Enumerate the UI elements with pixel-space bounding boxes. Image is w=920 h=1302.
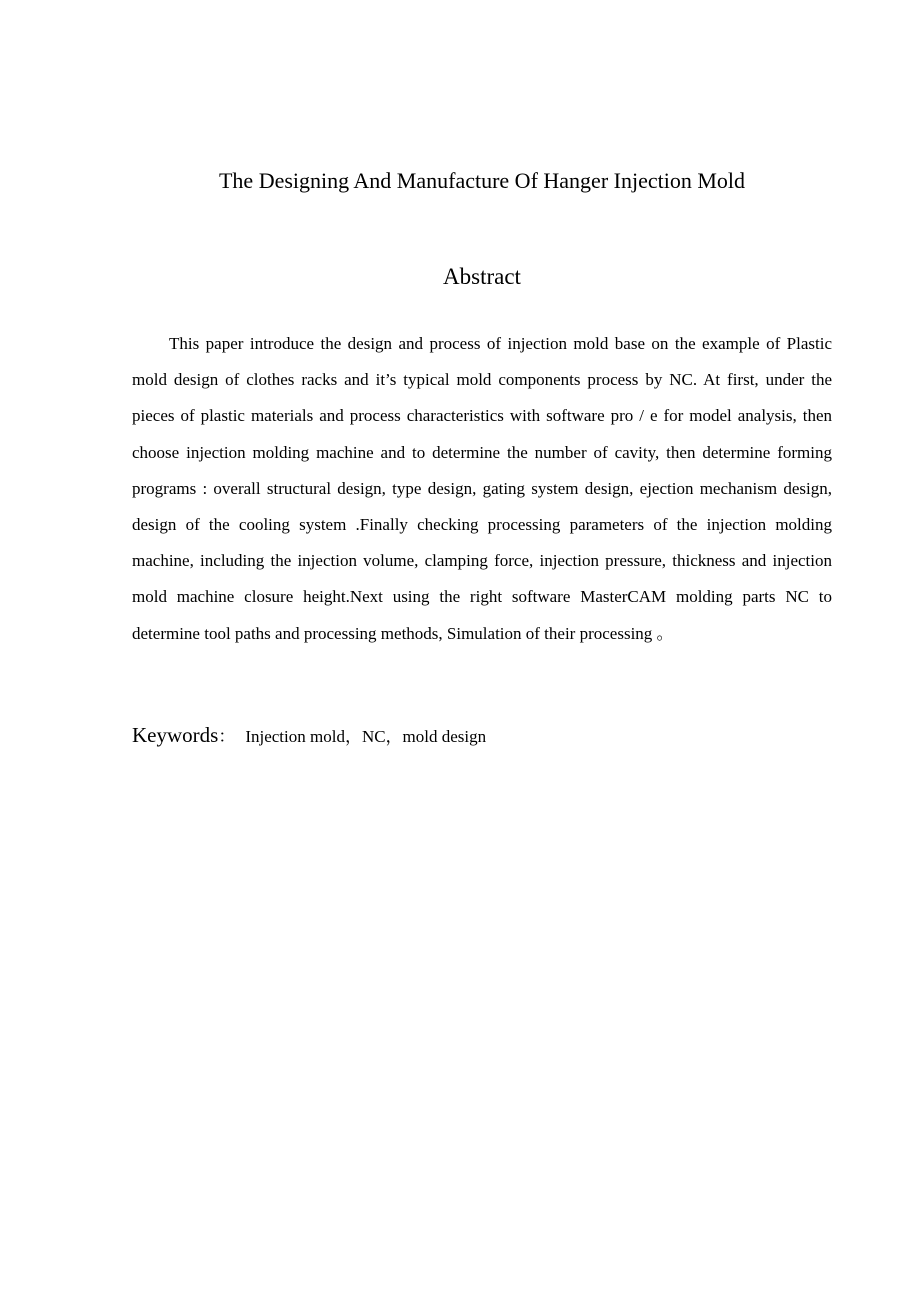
keywords-separator: ： (218, 727, 236, 746)
keywords-label: Keywords (132, 723, 219, 747)
abstract-heading: Abstract (443, 264, 521, 289)
keywords-line (132, 720, 832, 753)
keywords-list: Injection mold，NC，mold design (245, 727, 487, 746)
paper-title: The Designing And Manufacture Of Hanger Injection Mold (218, 168, 746, 193)
abstract-paragraph: This paper introduce the design and process of injection mold base on the example of Plastic mold design of clothes racks and it’s typical mold components process by NC. At first, under the pieces of plastic materials and process characteristics with software pro / e for model analysis, then choose injection molding machine and to determine the number of cavity, then determine forming programs : overall structural design, type design, gating system design, ejection mechanism design, design of the cooling system .Finally checking processing parameters of the injection molding machine, including the injection volume, clamping force, injection pressure, thickness and injection mold machine closure height.Next using the right software MasterCAM molding parts NC to determine tool paths and processing methods, Simulation of their processing 。 (132, 334, 832, 643)
